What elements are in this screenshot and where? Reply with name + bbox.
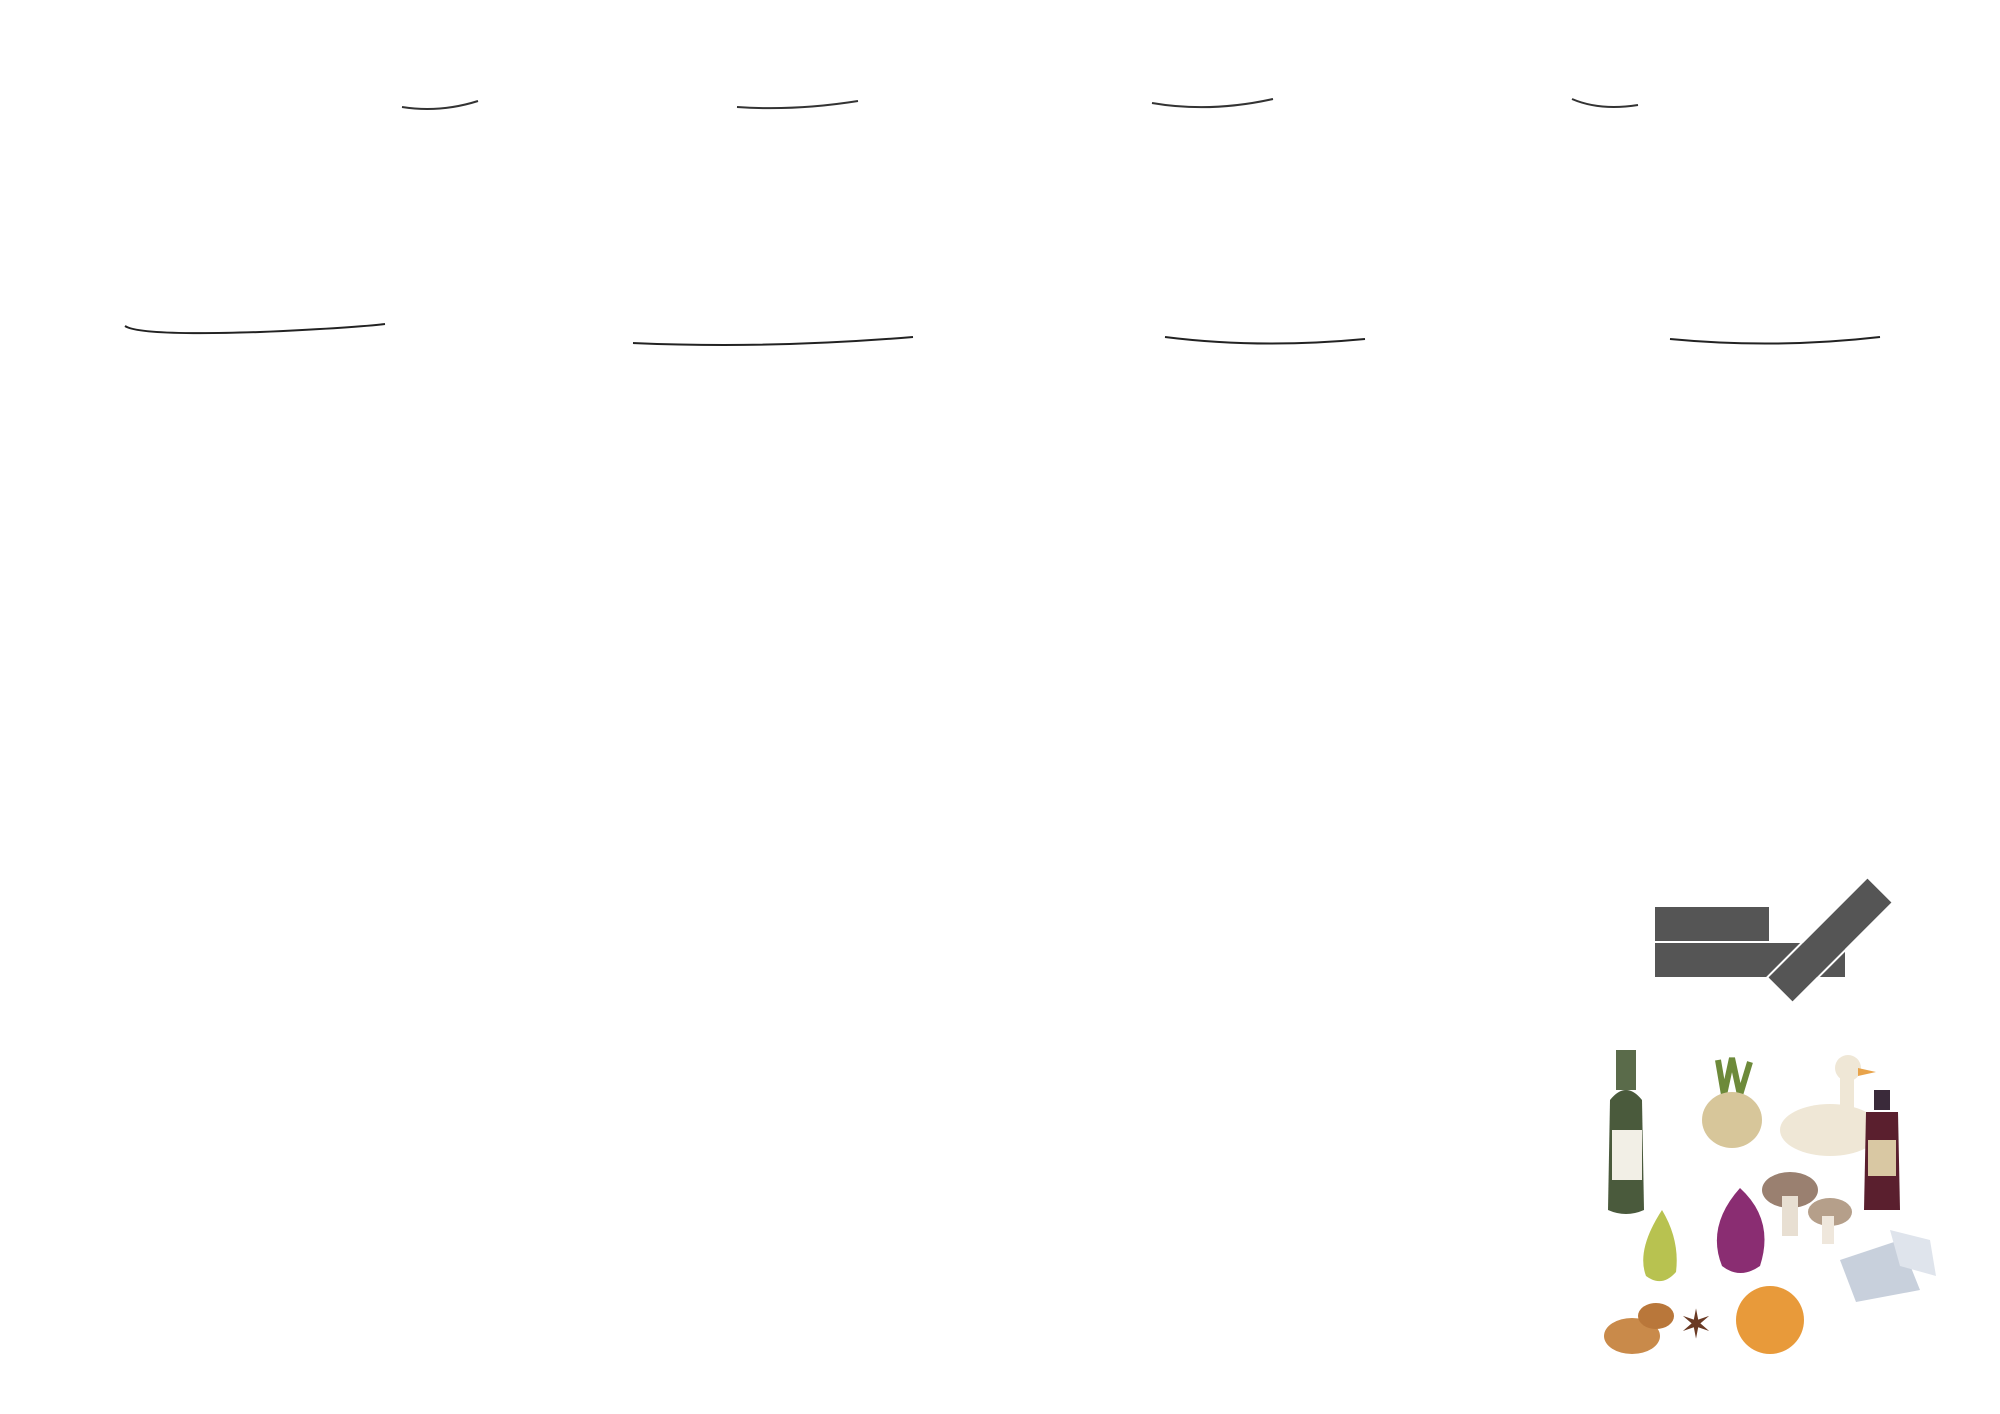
- logo-block-heidi: [1655, 907, 1769, 941]
- mushroom-icon: [1762, 1172, 1852, 1244]
- logo-block-soehne: [1768, 878, 1891, 1001]
- quince-icon: [1736, 1286, 1804, 1354]
- swoosh-decoration: [735, 95, 860, 115]
- svg-text:✶: ✶: [1679, 1303, 1713, 1347]
- wine-underline: [120, 320, 390, 340]
- swoosh-decoration: [400, 95, 480, 115]
- heidi-schroeck-logo: [1655, 885, 1885, 1015]
- blue-cheese-icon: [1840, 1230, 1936, 1302]
- swoosh-decoration: [1150, 95, 1275, 115]
- balsamico-bottle-icon: [1864, 1090, 1900, 1210]
- duck-icon: [1780, 1055, 1880, 1156]
- wine-underline: [628, 333, 918, 353]
- celeriac-icon: [1702, 1058, 1762, 1148]
- wine-underline: [1665, 333, 1885, 353]
- swoosh-decoration: [1570, 95, 1640, 115]
- ingredients-illustration: [1600, 1040, 1980, 1360]
- potato-icon: [1604, 1303, 1674, 1354]
- wine-bottle-icon: [1608, 1050, 1644, 1214]
- star-anise-icon: [1679, 1303, 1713, 1347]
- pear-icon: [1643, 1210, 1677, 1281]
- wine-underline: [1160, 333, 1370, 353]
- onion-icon: [1717, 1188, 1765, 1273]
